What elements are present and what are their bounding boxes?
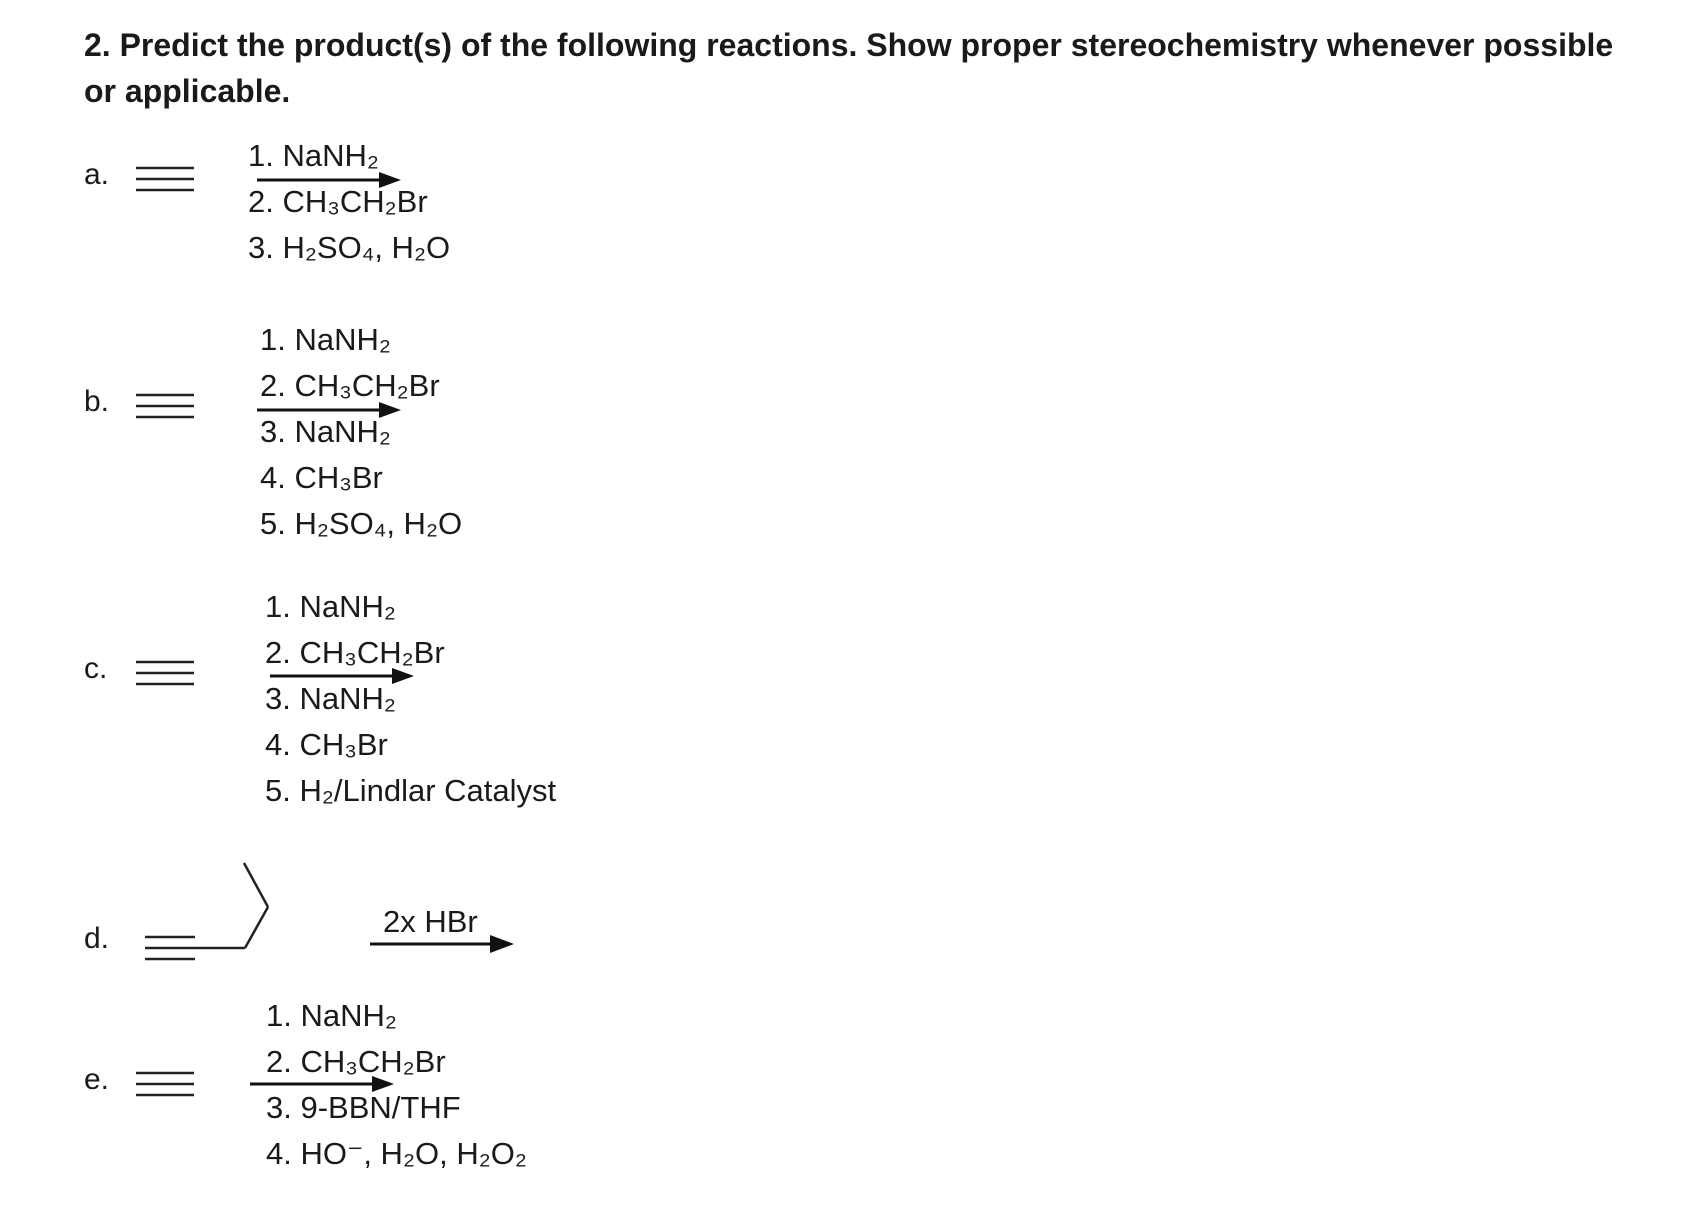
reagent-step-4: 4. HO⁻, H₂O, H₂O₂ — [266, 1136, 527, 1171]
reagent-step-2: 2. CH₃CH₂Br — [265, 635, 445, 670]
reagent-step-1: 1. NaNH₂ — [260, 322, 391, 357]
reagent-step-2: 2. CH₃CH₂Br — [260, 368, 440, 403]
question-heading: 2. Predict the product(s) of the following reactions. Show proper stereochemistry whenever possible or applicable. — [84, 27, 1614, 109]
terminal-alkyne-structure — [134, 1070, 196, 1102]
terminal-alkyne-structure — [134, 165, 196, 197]
reagent-step-5: 5. H₂SO₄, H₂O — [260, 506, 463, 541]
reaction-label: d. — [84, 922, 110, 955]
reagent-step-1: 1. NaNH₂ — [265, 589, 396, 624]
reagent-step-3: 3. H₂SO₄, H₂O — [248, 230, 451, 265]
reaction-label: b. — [84, 385, 110, 418]
terminal-alkyne-structure — [134, 392, 196, 424]
terminal-alkyne-structure — [134, 659, 196, 691]
reagent-step-3: 3. NaNH₂ — [260, 414, 391, 449]
reaction-label: e. — [84, 1063, 110, 1096]
reagent-step-4: 4. CH₃Br — [260, 460, 383, 495]
reagent-step-2: 2. CH₃CH₂Br — [266, 1044, 446, 1079]
reagent-step-1: 1. NaNH₂ — [248, 138, 379, 173]
reagent-step-3: 3. NaNH₂ — [265, 681, 396, 716]
reagent-step-5: 5. H₂/Lindlar Catalyst — [265, 773, 557, 808]
reagent-step-1: 1. NaNH₂ — [266, 998, 397, 1033]
reagent-step-1: 2x HBr — [383, 904, 478, 939]
reaction-label: a. — [84, 158, 110, 191]
reagent-step-3: 3. 9-BBN/THF — [266, 1090, 461, 1125]
butyne-skeletal-structure — [140, 855, 280, 965]
reagent-step-4: 4. CH₃Br — [265, 727, 388, 762]
reagent-step-2: 2. CH₃CH₂Br — [248, 184, 428, 219]
reaction-label: c. — [84, 652, 108, 685]
